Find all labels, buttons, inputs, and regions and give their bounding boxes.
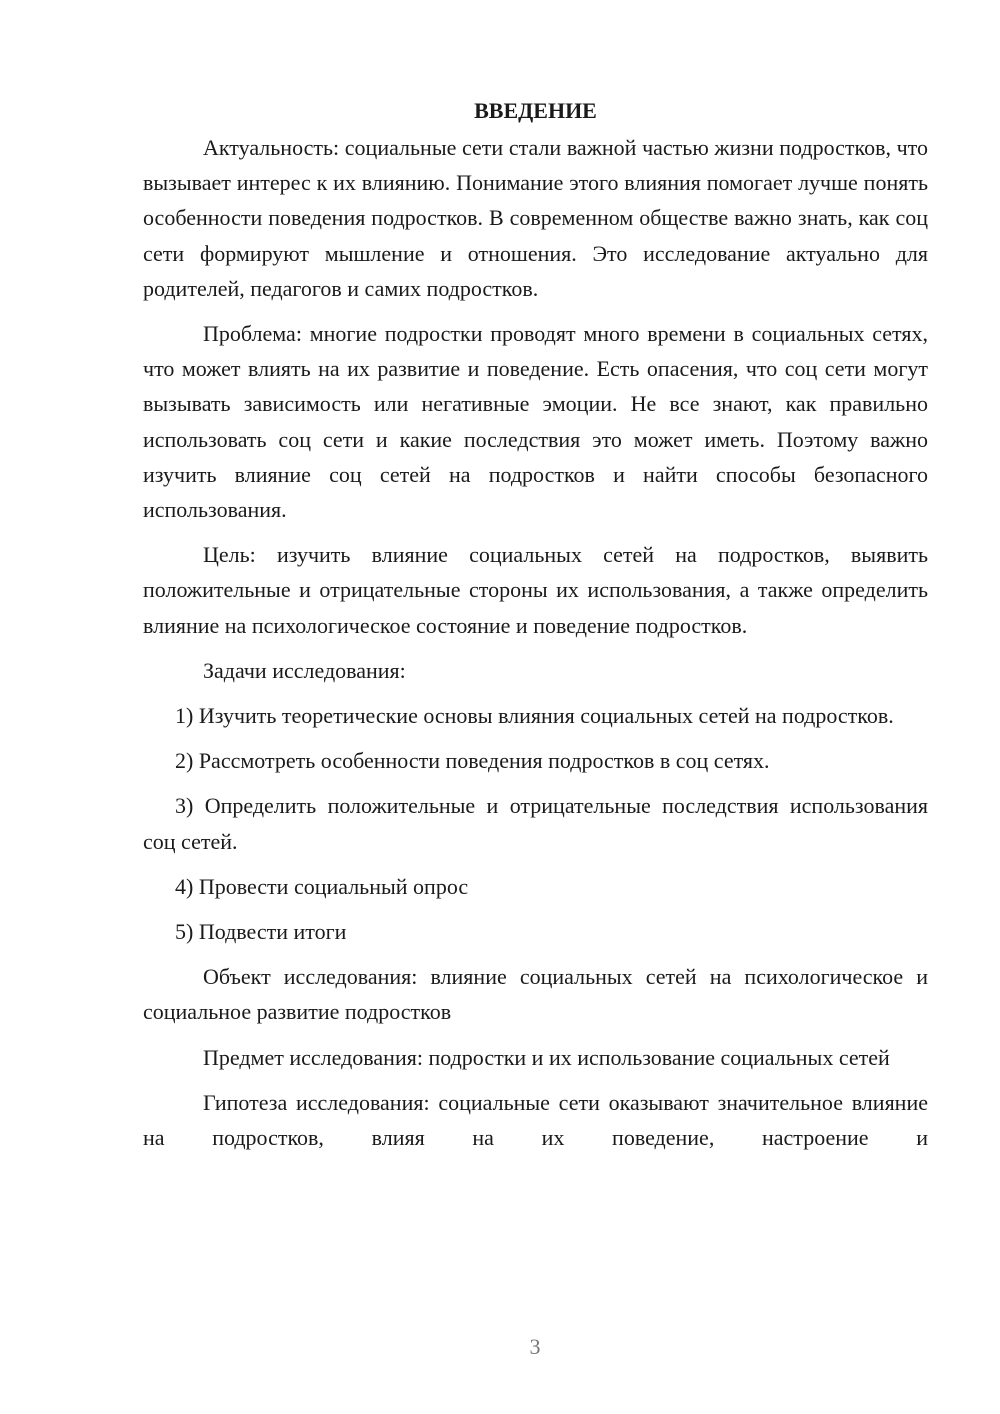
paragraph-tasks-title: Задачи исследования: xyxy=(203,657,406,683)
task-item: 2) Рассмотреть особенности поведения подростков в соц сетях. xyxy=(175,748,770,774)
paragraph-goal: Цель: изучить влияние социальных сетей на подростков, выявить положительные и отрицательные стороны их использования, а также определить влияние на психологическое состояние и поведение подростков. xyxy=(143,542,928,638)
section-heading: ВВЕДЕНИЕ xyxy=(474,98,597,123)
page-number: 3 xyxy=(529,1334,541,1359)
task-item: 4) Провести социальный опрос xyxy=(175,873,469,899)
task-item: 5) Подвести итоги xyxy=(175,919,347,945)
paragraph-object: Объект исследования: влияние социальных сетей на психологическое и социальное развитие подростков xyxy=(143,964,928,1025)
paragraph-subject: Предмет исследования: подростки и их использование социальных сетей xyxy=(203,1044,890,1070)
task-item: 1) Изучить теоретические основы влияния социальных сетей на подростков. xyxy=(175,703,894,729)
paragraph-hypothesis: Гипотеза исследования: социальные сети оказывают значительное влияние на подростков, влияя на их поведение, настроение и xyxy=(143,1089,928,1151)
page-content xyxy=(143,93,928,1165)
paragraph-relevance: Актуальность: социальные сети стали важной частью жизни подростков, что вызывает интерес к их влиянию. Понимание этого влияния помогает лучше понять особенности поведения подростков. В современном обществе важно знать, как соц сети формируют мышление и отношения. Это исследование актуально для родителей, педагогов и самих подростков. xyxy=(143,135,928,301)
paragraph-problem: Проблема: многие подростки проводят много времени в социальных сетях, что может влиять на их развитие и поведение. Есть опасения, что соц сети могут вызывать зависимость или негативные эмоции. Не все знают, как правильно использовать соц сети и какие последствия это может иметь. Поэтому важно изучить влияние соц сетей на подростков и найти способы безопасного использования. xyxy=(143,321,928,523)
task-item: 3) Определить положительные и отрицательные последствия использования соц сетей. xyxy=(143,793,928,854)
